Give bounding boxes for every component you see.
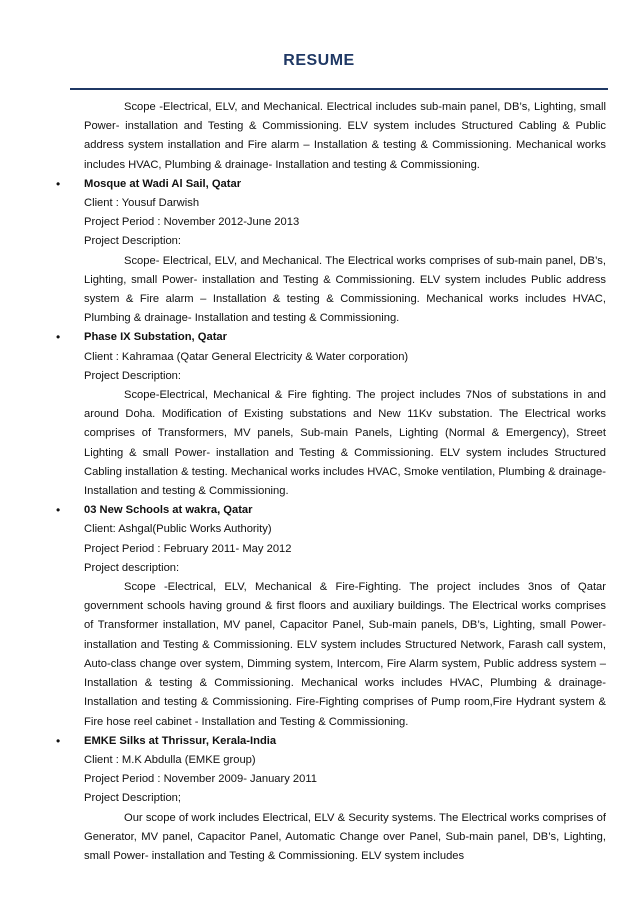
project-client: Client : Yousuf Darwish: [84, 197, 200, 210]
bullet-icon: •: [56, 733, 61, 748]
project-description: Scope -Electrical, ELV, Mechanical & Fire-Fighting. The project includes 3nos of Qatar government schools having ground & first floors and auxiliary buildings. The Electrical works comprises of Transformer installation, MV panel, Capacitor Panel, Sub-main panels, DB’s, Lighting, small Power- installation and Testing & Commissioning. ELV system includes Structured Network, Farash call system, Auto-class change over system, Dimming system, Intercom, Fire Alarm system, Public address system – Installation & testing & Commissioning. Mechanical works includes HVAC, Plumbing & drainage- Installation and testing & Commissioning. Fire-Fighting comprises of Pump room,Fire Hydrant system & Fire hose reel cabinet - Installation and Testing & Commissioning.: [84, 581, 606, 728]
project-item: [56, 501, 606, 731]
project-client: Client : M.K Abdulla (EMKE group): [84, 753, 256, 766]
project-item: [56, 732, 606, 866]
page-title: RESUME: [283, 52, 355, 69]
bullet-icon: •: [56, 503, 61, 518]
project-title: Phase IX Substation, Qatar: [84, 331, 227, 344]
project-title: 03 New Schools at wakra, Qatar: [84, 504, 253, 517]
project-period: Project Period : February 2011- May 2012: [84, 542, 292, 555]
project-item: [56, 175, 606, 329]
project-description-label: Project Description:: [84, 369, 181, 382]
project-title: Mosque at Wadi Al Sail, Qatar: [84, 177, 242, 190]
project-client: Client : Kahramaa (Qatar General Electricity & Water corporation): [84, 350, 409, 363]
bullet-icon: •: [56, 176, 61, 191]
project-period: Project Period : November 2012-June 2013: [84, 216, 300, 229]
title-divider: [70, 88, 608, 90]
project-description: Our scope of work includes Electrical, ELV & Security systems. The Electrical works comprises of Generator, MV panel, Capacitor Panel, Automatic Change over Panel, Sub-main panel, DB’s, Lighting, small Power- installation and Testing & Commissioning. ELV system includes: [84, 811, 606, 862]
document-body: [56, 98, 606, 866]
project-description-label: Project description:: [84, 561, 180, 574]
project-description-label: Project Description:: [84, 235, 181, 248]
project-description: Scope-Electrical, Mechanical & Fire fighting. The project includes 7Nos of substations in and around Doha. Modification of Existing substations and New 11Kv substation. The Electrical works comprises of Transformers, MV panels, Sub-main Panels, Lighting (Normal & Emergency), Street Lighting & small Power- installation and Testing & Commissioning. ELV system includes Structured Cabling installation & testing. Mechanical works includes HVAC, Smoke ventilation, Plumbing & drainage- Installation and testing & Commissioning.: [84, 389, 606, 498]
project-description-label: Project Description;: [84, 792, 181, 805]
intro-paragraph: Scope -Electrical, ELV, and Mechanical. Electrical includes sub-main panel, DB’s, Lighting, small Power- installation and Testing & Commissioning. ELV system includes Structured Cabling & Public address system installation and Fire alarm – Installation & testing & Commissioning. Mechanical works includes HVAC, Plumbing & drainage- Installation and testing & Commissioning.: [84, 101, 606, 171]
bullet-icon: •: [56, 330, 61, 345]
project-client: Client: Ashgal(Public Works Authority): [84, 523, 272, 536]
project-period: Project Period : November 2009- January 2011: [84, 773, 317, 786]
project-description: Scope- Electrical, ELV, and Mechanical. The Electrical works comprises of sub-main panel, DB’s, Lighting, small Power- installation and Testing & Commissioning. ELV system includes Public address system & Fire alarm – Installation & testing & Commissioning. Mechanical works includes HVAC, Plumbing & drainage- Installation and testing & Commissioning.: [84, 254, 606, 325]
project-title: EMKE Silks at Thrissur, Kerala-India: [84, 734, 277, 747]
project-item: [56, 328, 606, 501]
content-column: [56, 98, 606, 866]
